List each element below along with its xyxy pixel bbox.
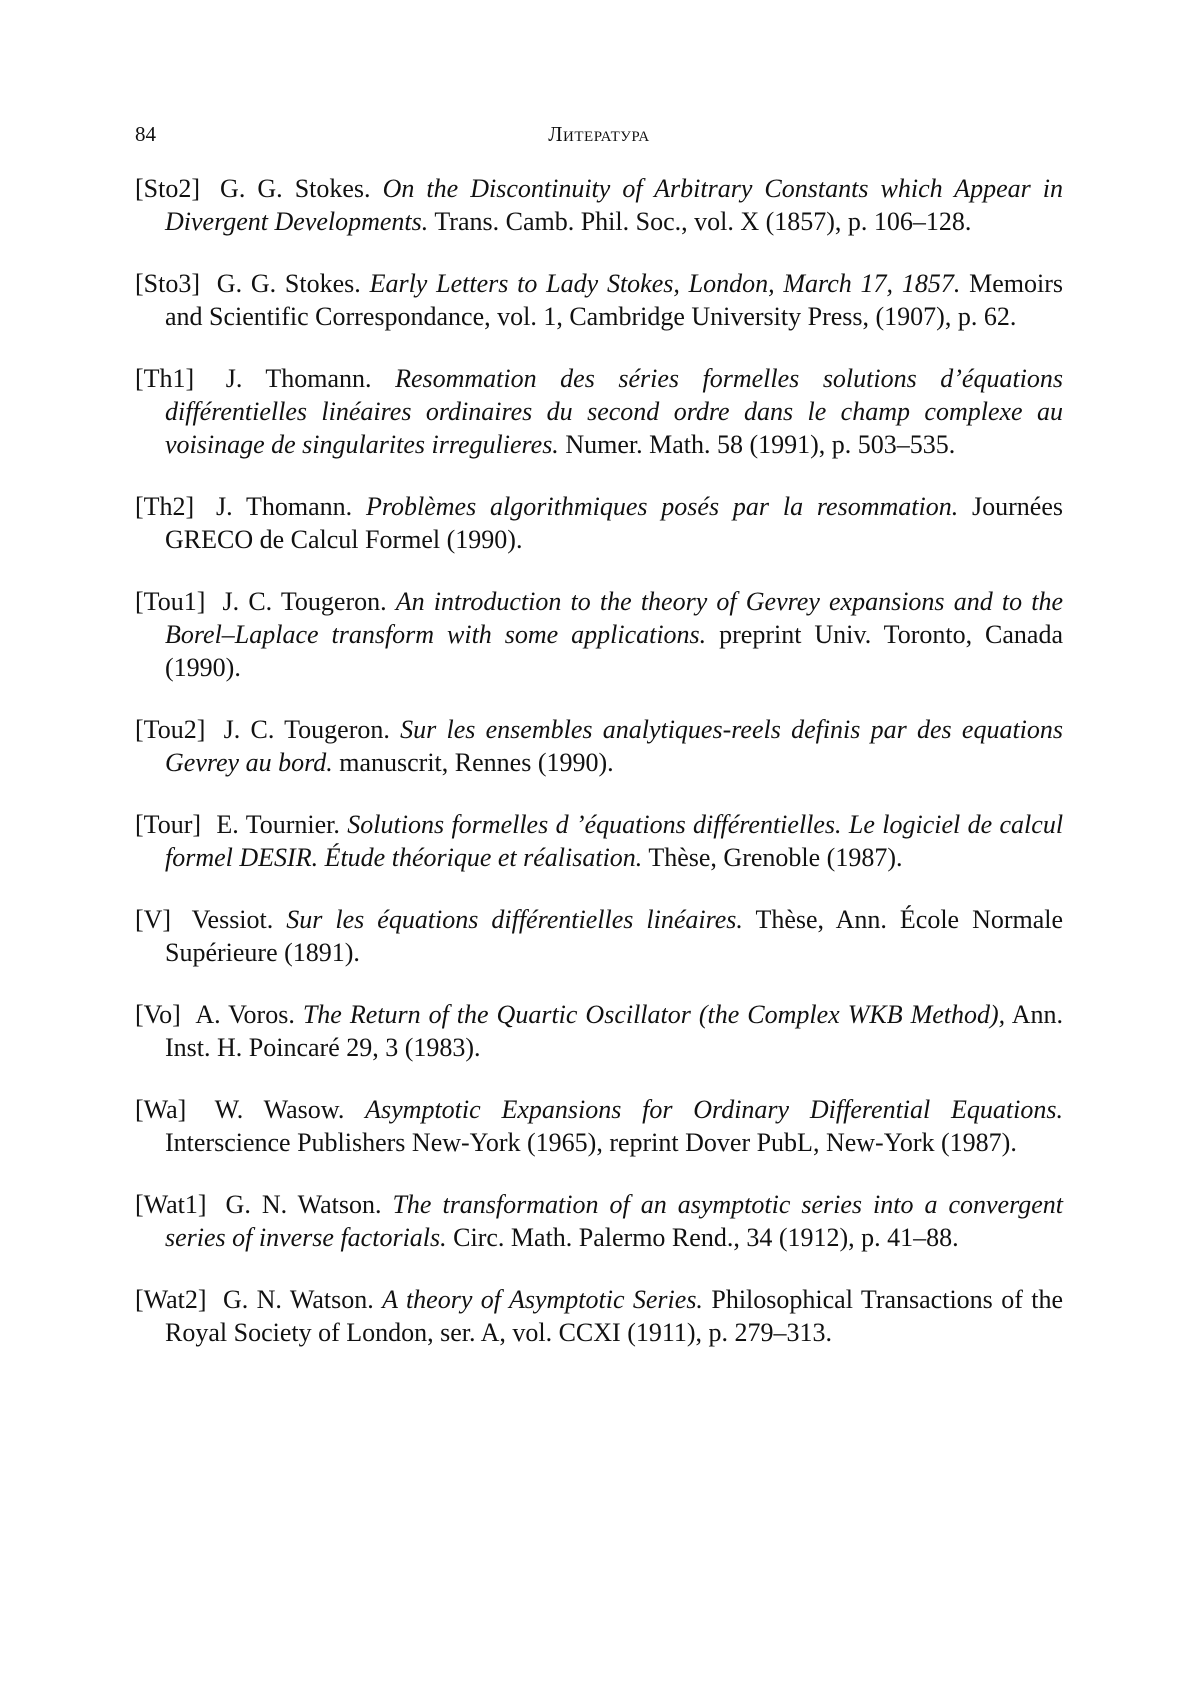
reference-title: Asymptotic Expansions for Ordinary Differential Equations. [365,1095,1063,1124]
reference-entry [135,267,1063,333]
reference-title: Sur les ensembles analytiques-reels definis par des equations Gevrey au bord. [165,715,1064,777]
reference-entry [135,713,1063,779]
running-head [135,118,1063,150]
reference-key: [Wa] [135,1095,187,1124]
reference-authors: E. Tournier. [216,810,340,839]
reference-authors: J. Thomann. [216,492,353,521]
reference-key: [V] [135,905,172,934]
reference-key: [Sto2] [135,174,200,203]
reference-key: [Wat1] [135,1190,207,1219]
reference-authors: J. C. Tougeron. [222,587,387,616]
reference-authors: Vessiot. [191,905,274,934]
reference-list [135,172,1063,1378]
reference-authors: G. N. Watson. [222,1285,374,1314]
reference-entry [135,1188,1063,1254]
reference-source: Ann. Inst. H. Poincaré 29, 3 (1983). [165,1000,1063,1062]
reference-authors: A. Voros. [195,1000,295,1029]
reference-source: Journées GRECO de Calcul Formel (1990). [165,492,1064,554]
reference-key: [Tou1] [135,587,206,616]
reference-key: [Sto3] [135,269,200,298]
reference-title: An introduction to the theory of Gevrey expansions and to the Borel–Laplace transform with some applications. [165,587,1063,649]
reference-authors: J. Thomann. [225,364,372,393]
reference-source: Thèse, Ann. École Normale Supérieure (1891). [165,905,1064,967]
reference-source: Thèse, Grenoble (1987). [648,843,903,872]
reference-title: Resommation des séries formelles solutions d’équations différentielles linéaires ordinaires du second ordre dans le champ complexe au voisinage de singularites irregulieres. [165,364,1064,459]
reference-title: Early Letters to Lady Stokes, London, March 17, 1857. [369,269,961,298]
reference-entry [135,585,1063,684]
reference-title: The transformation of an asymptotic series into a convergent series of inverse factorials. [165,1190,1063,1252]
reference-entry [135,808,1063,874]
reference-entry [135,903,1063,969]
reference-source: Memoirs and Scientific Correspondance, vol. 1, Cambridge University Press, (1907), p. 62. [165,269,1064,331]
reference-key: [Tour] [135,810,202,839]
running-title: Литература [548,122,650,146]
reference-authors: G. G. Stokes. [220,174,371,203]
reference-title: Problèmes algorithmiques posés par la resommation. [365,492,959,521]
reference-key: [Wat2] [135,1285,207,1314]
reference-source: Circ. Math. Palermo Rend., 34 (1912), p. 41–88. [453,1223,959,1252]
reference-authors: J. C. Tougeron. [223,715,390,744]
reference-authors: W. Wasow. [214,1095,345,1124]
reference-entry [135,1093,1063,1159]
reference-key: [Th1] [135,364,195,393]
reference-key: [Th2] [135,492,195,521]
reference-title: Solutions formelles d ’équations différentielles. Le logiciel de calcul formel DESIR. Étude théorique et réalisation. [165,810,1064,872]
reference-authors: G. G. Stokes. [216,269,361,298]
reference-entry [135,172,1063,238]
reference-source: manuscrit, Rennes (1990). [339,748,614,777]
reference-entry [135,1283,1063,1349]
reference-authors: G. N. Watson. [225,1190,382,1219]
reference-entry [135,490,1063,556]
reference-key: [Vo] [135,1000,181,1029]
reference-entry [135,998,1063,1064]
reference-title: A theory of Asymptotic Series. [382,1285,703,1314]
reference-title: On the Discontinuity of Arbitrary Constants which Appear in Divergent Developments. [165,174,1063,236]
reference-title: Sur les équations différentielles linéaires. [286,905,743,934]
reference-source: preprint Univ. Toronto, Canada (1990). [165,620,1064,682]
reference-key: [Tou2] [135,715,206,744]
page-number: 84 [135,122,156,146]
reference-source: Interscience Publishers New-York (1965), reprint Dover PubL, New-York (1987). [165,1128,1017,1157]
reference-title: The Return of the Quartic Oscillator (the Complex WKB Method), [302,1000,1006,1029]
reference-source: Trans. Camb. Phil. Soc., vol. X (1857), p. 106–128. [434,207,972,236]
reference-source: Philosophical Transactions of the Royal Society of London, ser. A, vol. CCXI (1911), p. 279–313. [165,1285,1064,1347]
reference-entry [135,362,1063,461]
reference-source: Numer. Math. 58 (1991), p. 503–535. [565,430,956,459]
